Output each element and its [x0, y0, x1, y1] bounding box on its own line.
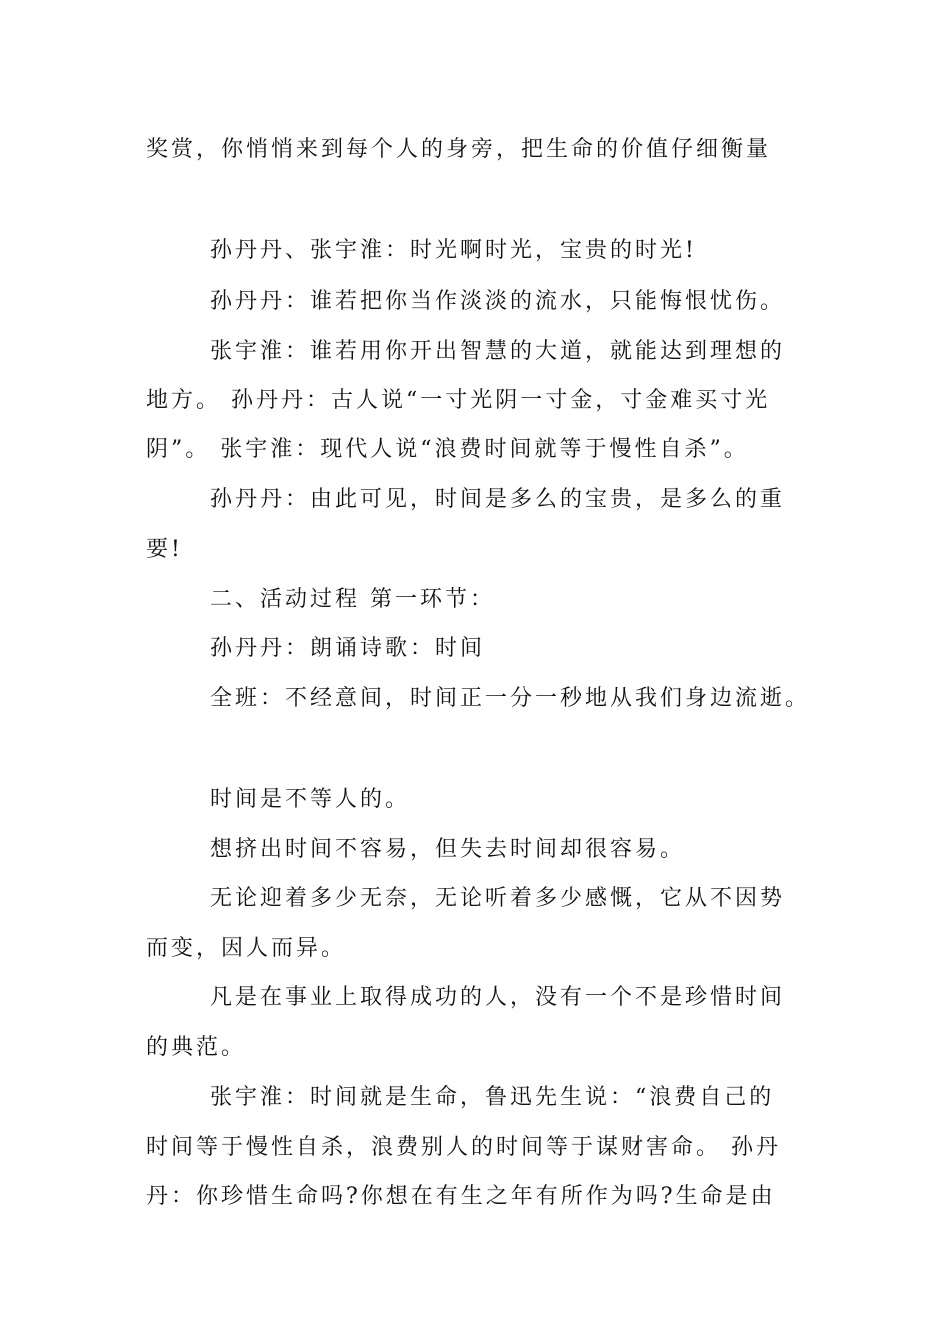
text-line-15: 而变，因人而异。: [146, 936, 347, 961]
text-line-2: 孙丹丹、张宇淮：时光啊时光，宝贵的时光!: [210, 238, 697, 263]
section-heading: 二、活动过程 第一环节：: [210, 587, 495, 612]
text-line-12: 时间是不等人的。: [210, 787, 411, 812]
text-line-20: 丹：你珍惜生命吗?你想在有生之年有所作为吗?生命是由: [146, 1184, 776, 1209]
text-line-10: 孙丹丹：朗诵诗歌：时间: [210, 636, 486, 661]
text-line-16: 凡是在事业上取得成功的人，没有一个不是珍惜时间: [210, 985, 786, 1010]
text-line-6: 阴”。 张宇淮：现代人说“浪费时间就等于慢性自杀”。: [146, 437, 749, 462]
text-line-14: 无论迎着多少无奈，无论听着多少感慨，它从不因势: [210, 886, 786, 911]
text-line-7: 孙丹丹：由此可见，时间是多么的宝贵，是多么的重: [210, 487, 786, 512]
text-line-1: 奖赏，你悄悄来到每个人的身旁，把生命的价值仔细衡量: [146, 137, 772, 162]
text-line-13: 想挤出时间不容易，但失去时间却很容易。: [210, 837, 686, 862]
text-line-8: 要!: [146, 537, 183, 562]
text-line-19: 时间等于慢性自杀，浪费别人的时间等于谋财害命。 孙丹: [146, 1135, 781, 1160]
text-line-11: 全班：不经意间，时间正一分一秒地从我们身边流逝。: [210, 686, 811, 711]
text-line-18: 张宇淮：时间就是生命，鲁迅先生说：“浪费自己的: [210, 1085, 775, 1110]
text-line-17: 的典范。: [146, 1035, 247, 1060]
text-line-5: 地方。 孙丹丹：古人说“一寸光阴一寸金，寸金难买寸光: [146, 388, 771, 413]
text-line-4: 张宇淮：谁若用你开出智慧的大道，就能达到理想的: [210, 339, 786, 364]
text-line-3: 孙丹丹：谁若把你当作淡淡的流水，只能悔恨忧伤。: [210, 289, 786, 314]
